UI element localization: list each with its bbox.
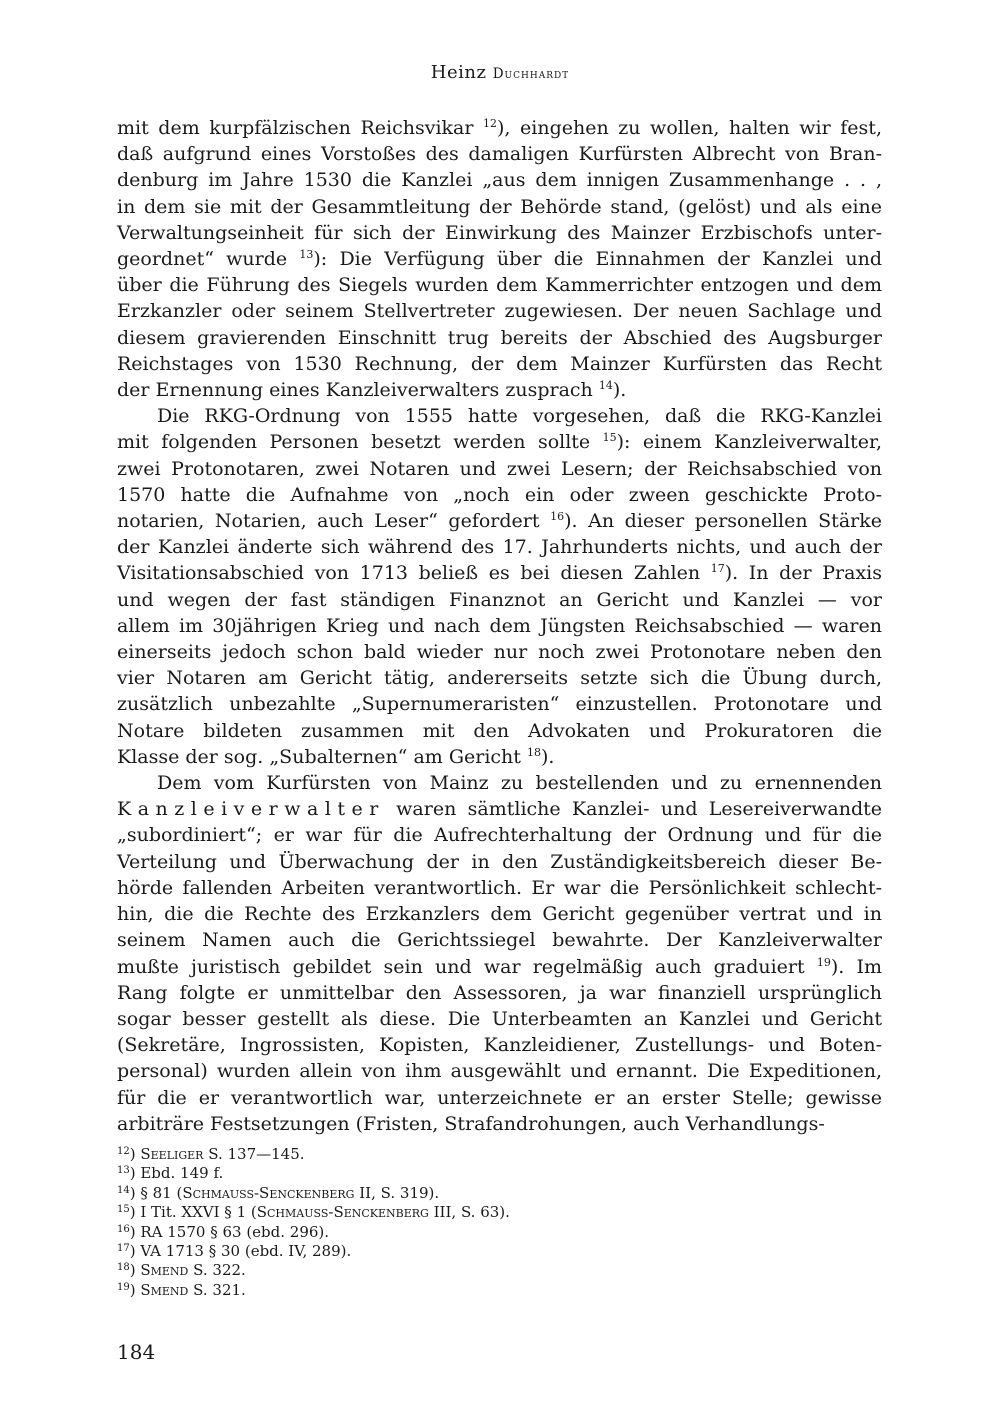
footnote-paren: ) xyxy=(129,1242,141,1261)
text-line xyxy=(117,194,882,220)
text-run: für die er verantwortlich war, unterzeichnete er an erster Stelle; gewisse xyxy=(117,1086,882,1109)
footnote-paren: ) xyxy=(129,1222,141,1241)
text-line xyxy=(117,1058,882,1084)
text-line xyxy=(117,403,882,429)
footnote-author: Seeliger xyxy=(140,1145,204,1163)
footnote-text: S. 322. xyxy=(188,1261,246,1280)
footnote-number: 15 xyxy=(117,1204,130,1216)
footnote-ref[interactable]: 15 xyxy=(602,431,617,445)
text-run: Rang folgte er unmittelbar den Assessoren, ja war finanziell ursprünglich xyxy=(117,981,882,1004)
footnote-number: 18 xyxy=(117,1262,130,1274)
text-run: ). Im xyxy=(830,955,883,978)
footnote-paren: ) xyxy=(129,1261,141,1280)
footnote-paren: ) xyxy=(129,1183,141,1202)
text-run: diesem gravierenden Einschnitt trug bereits der Abschied des Augsburger xyxy=(117,326,882,349)
footnote-ref[interactable]: 17 xyxy=(710,562,725,576)
text-run: ). xyxy=(612,379,627,402)
footnote-paren: ) xyxy=(129,1280,141,1299)
footnote-text: VA 1713 § 30 (ebd. IV, 289). xyxy=(140,1242,352,1261)
text-run: hin, die die Rechte des Erzkanzlers dem Gericht gegenüber vertrat und in xyxy=(117,903,882,926)
text-run: der Ernennung eines Kanzleiverwalters zusprach xyxy=(117,379,599,402)
footnote-number: 14 xyxy=(117,1184,130,1196)
footnote-author: Smend xyxy=(140,1280,189,1299)
footnote-source: Schmauss-Senckenberg xyxy=(256,1203,429,1222)
text-line xyxy=(117,272,882,298)
footnote-number: 12 xyxy=(117,1146,130,1157)
text-run: allem im 30jährigen Krieg und nach dem Jüngsten Reichsabschied — waren xyxy=(117,614,882,637)
author-first-name: Heinz xyxy=(430,62,487,83)
text-line xyxy=(117,613,882,639)
footnote-paren: ) xyxy=(129,1164,141,1183)
footnote-number: 13 xyxy=(117,1165,130,1177)
text-line xyxy=(117,456,882,482)
footnote xyxy=(117,1261,717,1280)
text-run: ). In der Praxis xyxy=(724,562,882,585)
text-run: waren sämtliche Kanzlei- und Lesereiverwandte xyxy=(384,798,882,821)
text-line xyxy=(117,901,882,927)
text-run: Reichstages von 1530 Rechnung, der dem Mainzer Kurfürsten das Recht xyxy=(117,352,882,375)
text-line xyxy=(117,954,882,980)
text-run: Verwaltungseinheit für sich der Einwirkung des Mainzer Erzbischofs unter- xyxy=(117,221,882,244)
paragraph xyxy=(117,770,882,1137)
text-run: daß aufgrund eines Vorstoßes des damaligen Kurfürsten Albrecht von Bran- xyxy=(117,143,882,166)
text-run: mit dem kurpfälzischen Reichsvikar xyxy=(117,117,483,139)
paragraph xyxy=(117,403,882,770)
text-line xyxy=(117,587,882,613)
text-line xyxy=(117,246,882,272)
text-line xyxy=(117,115,882,141)
footnote xyxy=(117,1164,717,1183)
footnote xyxy=(117,1145,717,1164)
footnote-ref[interactable]: 12 xyxy=(483,117,497,130)
text-line xyxy=(117,849,882,875)
text-run: ). An dieser personellen Stärke xyxy=(564,510,882,533)
text-run: seinem Namen auch die Gerichtssiegel bewahrte. Der Kanzleiverwalter xyxy=(117,929,882,952)
body-text xyxy=(117,115,882,1137)
text-line xyxy=(117,325,882,351)
text-line xyxy=(117,429,882,455)
footnote xyxy=(117,1223,717,1242)
text-line xyxy=(117,875,882,901)
text-run: mit folgenden Personen besetzt werden sollte xyxy=(117,431,603,454)
footnote-text: III, S. 63). xyxy=(428,1203,510,1222)
text-run: (Sekretäre, Ingrossisten, Kopisten, Kanzleidiener, Zustellungs- und Boten- xyxy=(117,1034,882,1057)
text-line xyxy=(117,639,882,665)
text-run: 1570 hatte die Aufnahme von „noch ein oder zween geschickte Proto- xyxy=(117,483,882,506)
footnote-author: Smend xyxy=(140,1261,189,1280)
text-run: mußte juristisch gebildet sein und war regelmäßig auch graduiert xyxy=(117,955,817,978)
text-line xyxy=(117,351,882,377)
text-run: ), eingehen zu wollen, halten wir fest, xyxy=(497,117,882,139)
text-line xyxy=(117,691,882,717)
text-run: arbiträre Festsetzungen (Fristen, Strafandrohungen, auch Verhandlungs- xyxy=(117,1112,825,1135)
text-line xyxy=(117,665,882,691)
footnote-number: 16 xyxy=(117,1223,130,1235)
footnote xyxy=(117,1184,717,1203)
footnote-paren: ) xyxy=(129,1145,141,1163)
text-run: Klasse der sog. „Subalternen“ am Gericht xyxy=(117,745,527,768)
text-line xyxy=(117,744,882,770)
text-line xyxy=(117,534,882,560)
paragraph xyxy=(117,115,882,403)
text-line xyxy=(117,1006,882,1032)
text-run: Dem vom Kurfürsten von Mainz zu bestellenden und zu ernennenden xyxy=(157,772,882,795)
text-line xyxy=(117,141,882,167)
footnote-text: S. 321. xyxy=(188,1280,246,1299)
text-line xyxy=(117,980,882,1006)
text-run: zwei Protonotaren, zwei Notaren und zwei Lesern; der Reichsabschied von xyxy=(117,457,882,480)
running-header xyxy=(0,62,1000,83)
text-line xyxy=(117,718,882,744)
footnote-ref[interactable]: 14 xyxy=(598,379,613,393)
text-line xyxy=(117,770,882,796)
page-number: 184 xyxy=(117,1340,156,1364)
text-run: zusätzlich unbezahlte „Supernumeraristen“ einzustellen. Protonotare und xyxy=(117,693,882,716)
text-line xyxy=(117,298,882,324)
footnote-number: 17 xyxy=(117,1243,130,1255)
text-run: „subordiniert“; er war für die Aufrechterhaltung der Ordnung und für die xyxy=(117,824,882,847)
footnote-ref[interactable]: 16 xyxy=(550,510,565,524)
footnote xyxy=(117,1203,717,1222)
text-line xyxy=(117,1111,882,1137)
text-line xyxy=(117,560,882,586)
text-line xyxy=(117,822,882,848)
text-run: ): einem Kanzleiverwalter, xyxy=(616,431,882,454)
footnote-text: S. 137—145. xyxy=(203,1145,305,1163)
footnote xyxy=(117,1281,717,1300)
text-run: sogar besser gestellt als diese. Die Unterbeamten an Kanzlei und Gericht xyxy=(117,1007,882,1030)
text-run: ): Die Verfügung über die Einnahmen der Kanzlei und xyxy=(313,248,882,271)
text-run: personal) wurden allein von ihm ausgewählt und ernannt. Die Expeditionen, xyxy=(117,1060,882,1083)
text-line xyxy=(117,927,882,953)
footnote-text: RA 1570 § 63 (ebd. 296). xyxy=(140,1222,330,1241)
footnote-ref[interactable]: 18 xyxy=(526,745,541,759)
emphasized-term: Kanzleiverwalter xyxy=(117,798,385,821)
text-run: notarien, Notarien, auch Leser“ gefordert xyxy=(117,510,551,533)
text-run: Erzkanzler oder seinem Stellvertreter zugewiesen. Der neuen Sachlage und xyxy=(117,300,882,323)
footnote-number: 19 xyxy=(117,1281,130,1293)
text-run: ). xyxy=(540,745,555,768)
footnote-ref[interactable]: 19 xyxy=(816,955,831,969)
footnote-paren: ) xyxy=(129,1203,141,1222)
text-run: vier Notaren am Gericht tätig, andererseits setzte sich die Übung durch, xyxy=(117,667,882,690)
text-run: denburg im Jahre 1530 die Kanzlei „aus dem innigen Zusammenhange . . , xyxy=(117,169,882,192)
text-run: Verteilung und Überwachung der in den Zuständigkeitsbereich dieser Be- xyxy=(117,850,882,873)
text-run: der Kanzlei änderte sich während des 17. Jahrhunderts nichts, und auch der xyxy=(117,536,882,559)
footnote-ref[interactable]: 13 xyxy=(299,248,314,262)
footnote-source: Schmauss-Senckenberg xyxy=(182,1183,355,1202)
footnote-text: II, S. 319). xyxy=(354,1183,440,1202)
text-line xyxy=(117,377,882,403)
footnote-text: I Tit. XXVI § 1 ( xyxy=(140,1203,257,1222)
text-run: und wegen der fast ständigen Finanznot an Gericht und Kanzlei — vor xyxy=(117,588,882,611)
footnotes xyxy=(117,1145,717,1300)
footnote xyxy=(117,1242,717,1261)
text-run: Visitationsabschied von 1713 beließ es bei diesen Zahlen xyxy=(117,562,711,585)
text-line xyxy=(117,167,882,193)
text-run: geordnet“ wurde xyxy=(117,248,300,271)
text-run: Notare bildeten zusammen mit den Advokaten und Prokuratoren die xyxy=(117,719,882,742)
text-line xyxy=(117,1085,882,1111)
footnote-text: § 81 ( xyxy=(140,1183,183,1202)
text-run: über die Führung des Siegels wurden dem Kammerrichter entzogen und dem xyxy=(117,274,882,297)
text-line xyxy=(117,482,882,508)
text-line xyxy=(117,1032,882,1058)
text-run: Die RKG-Ordnung von 1555 hatte vorgesehen, daß die RKG-Kanzlei xyxy=(157,405,882,428)
text-line xyxy=(117,220,882,246)
text-run: hörde fallenden Arbeiten verantwortlich. Er war die Persönlichkeit schlecht- xyxy=(117,876,882,899)
text-run: in dem sie mit der Gesammtleitung der Behörde stand, (gelöst) und als eine xyxy=(117,195,882,218)
footnote-text: Ebd. 149 f. xyxy=(140,1164,224,1183)
text-run: einerseits jedoch schon bald wieder nur noch zwei Protonotare neben den xyxy=(117,641,882,664)
text-line xyxy=(117,508,882,534)
text-line xyxy=(117,796,882,822)
author-last-name: Duchhardt xyxy=(492,66,570,82)
